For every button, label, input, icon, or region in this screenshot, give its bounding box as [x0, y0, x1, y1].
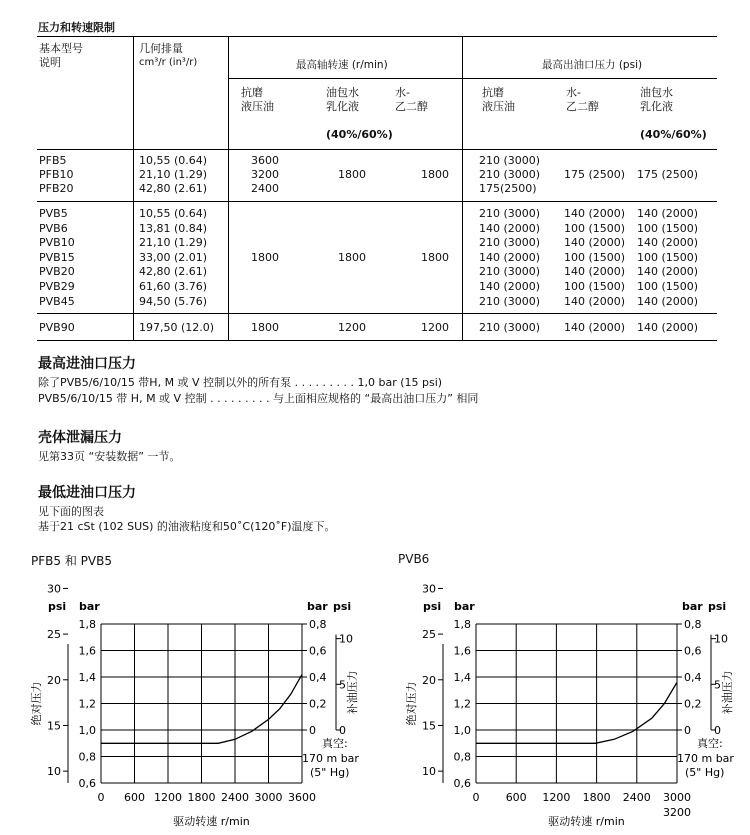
pres-sub1-l1: 抗磨	[482, 86, 504, 99]
y-psi-tick-label: 15	[422, 719, 436, 733]
speed-sub2-l1: 油包水	[326, 86, 359, 99]
g2-model: PVB10	[39, 236, 75, 250]
g1-disp: 42,80 (2.61)	[139, 182, 208, 195]
g3-model: PVB90	[39, 321, 75, 334]
g2-speed-we: 1800	[338, 251, 366, 264]
g2-pres-wg: 140 (2000)	[564, 265, 626, 279]
g3-pres-wg: 140 (2000)	[564, 321, 626, 334]
g1-disp: 21,10 (1.29)	[139, 168, 208, 181]
right-axis-label: 补油压力	[721, 670, 734, 715]
y-right-psi-tick-label: 5	[714, 678, 721, 692]
g1-model: PFB10	[39, 168, 74, 181]
g3-speed-we: 1200	[338, 321, 366, 334]
vacuum-label-l1: 真空:	[322, 737, 348, 750]
inlet-max-line1: 除了PVB5/6/10/15 带H, M 或 V 控制以外的所有泵 . . . . . . . . . 1,0 bar (15 psi)	[38, 376, 443, 389]
g2-pres-we: 100 (1500)	[637, 250, 699, 264]
y-psi-tick-label: 15	[47, 719, 61, 733]
g1-speed-aw: 3600	[251, 154, 279, 167]
left-psi-unit: psi	[48, 600, 67, 613]
g2-disp: 10,55 (0.64)	[139, 207, 208, 220]
g2-pres-aw: 140 (2000)	[479, 221, 541, 235]
y-psi-tick-label: 20	[47, 673, 61, 687]
g3-speed-wg: 1200	[421, 321, 449, 334]
g2-pres-aw: 210 (3000)	[479, 207, 541, 220]
x-tick-label: 2400	[622, 791, 651, 804]
y-psi-tick-label: 30	[47, 582, 61, 596]
vacuum-label-l2: 170 m bar	[677, 752, 734, 765]
g2-disp: 61,60 (3.76)	[139, 280, 208, 293]
y-psi-tick-label: 25	[422, 628, 436, 642]
g2-model: PVB6	[39, 221, 68, 235]
inlet-max-line2: PVB5/6/10/15 带 H, M 或 V 控制 . . . . . . . . . 与上面相应规格的 “最高出油口压力” 相同	[38, 392, 479, 405]
pres-sub3-l1: 油包水	[640, 86, 673, 99]
left-psi-unit: psi	[423, 600, 442, 613]
vacuum-label-l3: (5" Hg)	[310, 766, 350, 779]
y-right-psi-tick-label: 10	[714, 632, 728, 646]
speed-sub1-l2: 液压油	[241, 100, 274, 113]
y-bar-tick-label: 1,4	[453, 671, 471, 684]
g2-disp: 13,81 (0.84)	[139, 221, 208, 235]
x-tick-label: 600	[505, 791, 527, 804]
g1-pres-aw: 175(2500)	[479, 182, 537, 195]
right-bar-unit: bar	[307, 600, 328, 613]
x-tick-label: 1800	[582, 791, 611, 804]
g2-model: PVB45	[39, 294, 75, 308]
inlet-min-heading: 最低进油口压力	[38, 485, 136, 501]
pres-sub1-l2: 液压油	[482, 100, 515, 113]
x-axis-label: 驱动转速 r/min	[173, 815, 250, 828]
x-tick-label: 0	[472, 791, 480, 804]
drain-heading: 壳体泄漏压力	[38, 430, 122, 446]
g1-pres-aw: 210 (3000)	[479, 168, 541, 181]
g1-pres-aw: 210 (3000)	[479, 154, 541, 167]
g3-pres-we: 140 (2000)	[637, 321, 699, 334]
g1-disp: 10,55 (0.64)	[139, 154, 208, 167]
x-tick-label: 3000	[254, 791, 283, 804]
inlet-max-heading: 最高进油口压力	[38, 356, 136, 372]
col-model-header-l1: 基本型号	[39, 42, 83, 55]
y-right-bar-tick-label: 0,6	[684, 644, 702, 658]
x-tick-label: 600	[124, 791, 145, 804]
y-psi-tick-label: 10	[47, 765, 61, 779]
chart2-title: PVB6	[398, 552, 430, 566]
col-disp-header-l2: cm³/r (in³/r)	[139, 57, 198, 68]
speed-group-header: 最高轴转速 (r/min)	[296, 59, 388, 71]
g2-pres-aw: 210 (3000)	[479, 236, 541, 250]
right-axis-label: 补油压力	[346, 670, 359, 715]
vacuum-label-l2: 170 m bar	[302, 752, 359, 765]
vacuum-label-l3: (5" Hg)	[685, 766, 725, 779]
g2-disp: 42,80 (2.61)	[139, 265, 208, 279]
x-tick-label: 3000	[663, 791, 691, 804]
vacuum-label-l1: 真空:	[697, 737, 723, 750]
g2-pres-we: 100 (1500)	[637, 221, 699, 235]
g2-pres-aw: 140 (2000)	[479, 250, 541, 264]
y-bar-tick-label: 1,2	[453, 697, 471, 711]
speed-sub3-l1: 水-	[395, 86, 410, 99]
y-right-psi-tick-label: 0	[339, 724, 346, 737]
g2-model: PVB29	[39, 280, 75, 293]
g2-pres-we: 140 (2000)	[637, 236, 699, 250]
g2-speed-wg: 1800	[421, 251, 449, 264]
y-bar-tick-label: 1,0	[453, 724, 471, 737]
g2-disp: 94,50 (5.76)	[139, 294, 208, 308]
y-bar-tick-label: 0,8	[78, 750, 96, 764]
y-right-bar-tick-label: 0,4	[309, 671, 327, 684]
x-tick-label: 3600	[288, 791, 316, 804]
y-bar-tick-label: 1,2	[78, 697, 96, 711]
chart2-plot	[375, 582, 750, 835]
g3-speed-aw: 1800	[251, 321, 279, 334]
col-disp-header-l1: 几何排量	[139, 42, 183, 55]
g1-pres-wg: 175 (2500)	[564, 168, 626, 181]
g1-speed-aw: 3200	[251, 168, 279, 181]
y-bar-tick-label: 1,6	[78, 644, 96, 658]
g2-model: PVB20	[39, 265, 75, 279]
left-bar-unit: bar	[454, 600, 475, 613]
g2-pres-we: 140 (2000)	[637, 294, 699, 308]
chart1-title: PFB5 和 PVB5	[31, 554, 112, 568]
right-psi-unit: psi	[333, 600, 352, 613]
left-axis-label: 绝对压力	[405, 681, 418, 726]
g2-pres-wg: 100 (1500)	[564, 250, 626, 264]
g2-pres-wg: 100 (1500)	[564, 221, 626, 235]
g2-pres-wg: 140 (2000)	[564, 236, 626, 250]
y-right-bar-tick-label: 0,8	[684, 618, 702, 631]
x-axis-label: 驱动转速 r/min	[548, 815, 625, 828]
right-psi-unit: psi	[708, 600, 727, 613]
g2-pres-wg: 140 (2000)	[564, 207, 626, 220]
y-right-bar-tick-label: 0,2	[684, 697, 702, 711]
pres-sub3-l2: 乳化液	[640, 100, 673, 113]
g2-pres-aw: 210 (3000)	[479, 294, 541, 308]
g2-model: PVB5	[39, 207, 68, 220]
g2-disp: 33,00 (2.01)	[139, 250, 208, 264]
y-bar-tick-label: 1,0	[78, 724, 96, 737]
g1-speed-we: 1800	[338, 168, 366, 181]
g1-speed-aw: 2400	[251, 182, 279, 195]
x-tick-label: 0	[97, 791, 105, 804]
speed-sub2-l2: 乳化液	[326, 100, 359, 113]
g1-speed-wg: 1800	[421, 168, 449, 181]
x-tick-label: 1200	[154, 791, 182, 804]
g2-disp: 21,10 (1.29)	[139, 236, 208, 250]
x-tick-label: 1200	[542, 791, 571, 804]
y-bar-tick-label: 1,8	[78, 618, 96, 631]
y-right-psi-tick-label: 5	[339, 678, 346, 692]
left-axis-label: 绝对压力	[30, 681, 43, 726]
pres-sub2-l1: 水-	[566, 86, 581, 99]
y-psi-tick-label: 30	[422, 582, 436, 596]
y-right-bar-tick-label: 0	[309, 724, 316, 737]
y-bar-tick-label: 0,6	[78, 777, 96, 790]
y-psi-tick-label: 25	[47, 628, 61, 642]
speed-sub1-l1: 抗磨	[241, 86, 263, 99]
pres-sub2-l2: 乙二醇	[566, 100, 599, 113]
pres-sub3-l3: (40%/60%)	[640, 128, 707, 141]
g2-model: PVB15	[39, 250, 75, 264]
x-tick-label: 2400	[221, 791, 249, 804]
g3-disp: 197,50 (12.0)	[139, 321, 215, 334]
right-bar-unit: bar	[682, 600, 703, 613]
x-tick-label: 1800	[187, 791, 216, 804]
y-right-bar-tick-label: 0,6	[309, 644, 327, 658]
g2-pres-we: 140 (2000)	[637, 265, 699, 279]
g2-pres-aw: 140 (2000)	[479, 280, 541, 293]
x-tick-label: 3200	[663, 806, 691, 819]
g2-pres-wg: 100 (1500)	[564, 280, 626, 293]
y-right-bar-tick-label: 0	[684, 724, 691, 737]
y-bar-tick-label: 0,8	[453, 750, 471, 764]
chart1-plot	[0, 582, 375, 835]
g2-pres-we: 100 (1500)	[637, 280, 699, 293]
y-right-bar-tick-label: 0,2	[309, 697, 327, 711]
g3-pres-aw: 210 (3000)	[479, 321, 541, 334]
y-right-psi-tick-label: 10	[339, 632, 353, 646]
y-right-psi-tick-label: 0	[714, 724, 721, 737]
col-model-header-l2: 说明	[39, 56, 61, 69]
speed-sub3-l2: 乙二醇	[395, 100, 428, 113]
inlet-min-line1: 见下面的图表	[38, 505, 104, 518]
g2-speed-aw: 1800	[251, 251, 279, 264]
g2-pres-we: 140 (2000)	[637, 207, 699, 220]
g1-model: PFB5	[39, 154, 67, 167]
y-right-bar-tick-label: 0,8	[309, 618, 327, 631]
pressure-group-header: 最高出油口压力 (psi)	[542, 59, 643, 71]
y-bar-tick-label: 1,4	[78, 671, 96, 684]
section-title: 压力和转速限制	[38, 21, 115, 34]
y-right-bar-tick-label: 0,4	[684, 671, 702, 684]
y-psi-tick-label: 20	[422, 673, 436, 687]
g1-pres-we: 175 (2500)	[637, 168, 699, 181]
drain-line1: 见第33页 “安装数据” 一节。	[38, 450, 181, 463]
g2-pres-aw: 210 (3000)	[479, 265, 541, 279]
y-psi-tick-label: 10	[422, 765, 436, 779]
series-line	[476, 682, 677, 743]
speed-sub2-l3: (40%/60%)	[326, 128, 393, 141]
g2-pres-wg: 140 (2000)	[564, 294, 626, 308]
y-bar-tick-label: 1,8	[453, 618, 471, 631]
y-bar-tick-label: 1,6	[453, 644, 471, 658]
inlet-min-line2: 基于21 cSt (102 SUS) 的油液粘度和50˚C(120˚F)温度下。	[38, 520, 336, 533]
left-bar-unit: bar	[79, 600, 100, 613]
g1-model: PFB20	[39, 182, 74, 195]
y-bar-tick-label: 0,6	[453, 777, 471, 790]
